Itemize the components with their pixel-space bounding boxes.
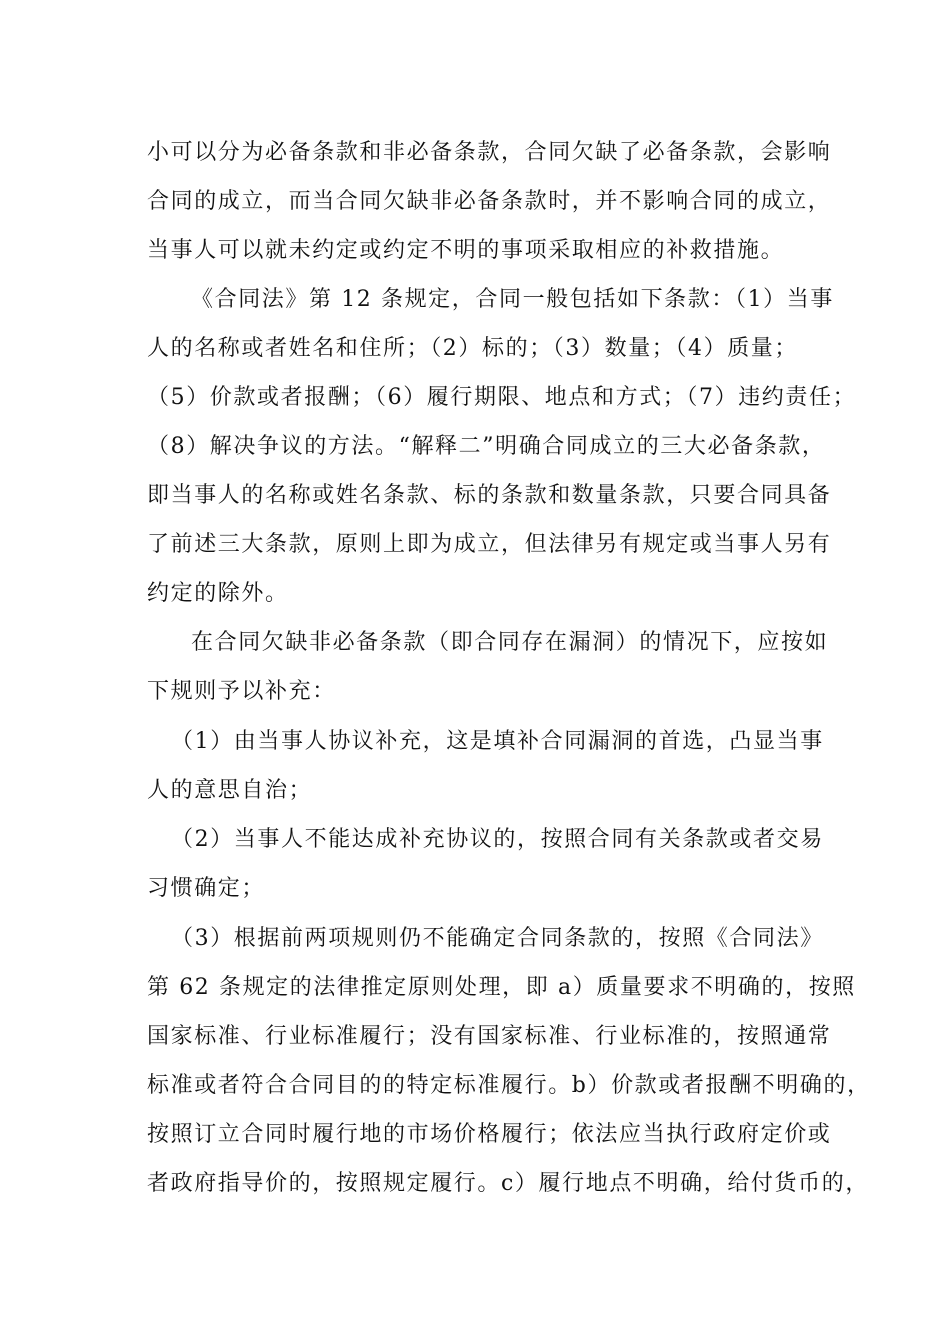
text-line: （3）根据前两项规则仍不能确定合同条款的，按照《合同法》 xyxy=(171,926,824,951)
text-line: 当事人可以就未约定或约定不明的事项采取相应的补救措施。 xyxy=(147,238,785,263)
text-line: 标准或者符合合同目的的特定标准履行。b）价款或者报酬不明确的， xyxy=(147,1073,871,1098)
text-line: 在合同欠缺非必备条款（即合同存在漏洞）的情况下，应按如 xyxy=(191,630,829,655)
text-line: 《合同法》第 12 条规定，合同一般包括如下条款：（1）当事 xyxy=(191,287,834,312)
text-line: （1）由当事人协议补充，这是填补合同漏洞的首选，凸显当事 xyxy=(171,729,824,754)
text-line: 约定的除外。 xyxy=(147,581,289,606)
text-line: 合同的成立，而当合同欠缺非必备条款时，并不影响合同的成立， xyxy=(147,189,832,214)
text-line: 按照订立合同时履行地的市场价格履行；依法应当执行政府定价或 xyxy=(147,1122,832,1147)
text-line: 者政府指导价的，按照规定履行。c）履行地点不明确，给付货币的， xyxy=(147,1171,869,1196)
text-line: （5）价款或者报酬；（6）履行期限、地点和方式；（7）违约责任； xyxy=(147,385,857,410)
text-line: 人的意思自治； xyxy=(147,778,313,803)
text-line: 下规则予以补充： xyxy=(147,679,336,704)
text-line: 即当事人的名称或姓名条款、标的条款和数量条款，只要合同具备 xyxy=(147,483,832,508)
text-line: 了前述三大条款，原则上即为成立，但法律另有规定或当事人另有 xyxy=(147,532,832,557)
text-line: 小可以分为必备条款和非必备条款，合同欠缺了必备条款，会影响 xyxy=(147,140,832,165)
text-line: 国家标准、行业标准履行；没有国家标准、行业标准的，按照通常 xyxy=(147,1024,832,1049)
text-line: 习惯确定； xyxy=(147,876,266,901)
text-line: 人的名称或者姓名和住所；（2）标的；（3）数量；（4）质量； xyxy=(147,336,798,361)
text-line: 第 62 条规定的法律推定原则处理，即 a）质量要求不明确的，按照 xyxy=(147,975,856,1000)
text-line: （8）解决争议的方法。“解释二”明确合同成立的三大必备条款， xyxy=(147,434,826,459)
text-line: （2）当事人不能达成补充协议的，按照合同有关条款或者交易 xyxy=(171,827,824,852)
